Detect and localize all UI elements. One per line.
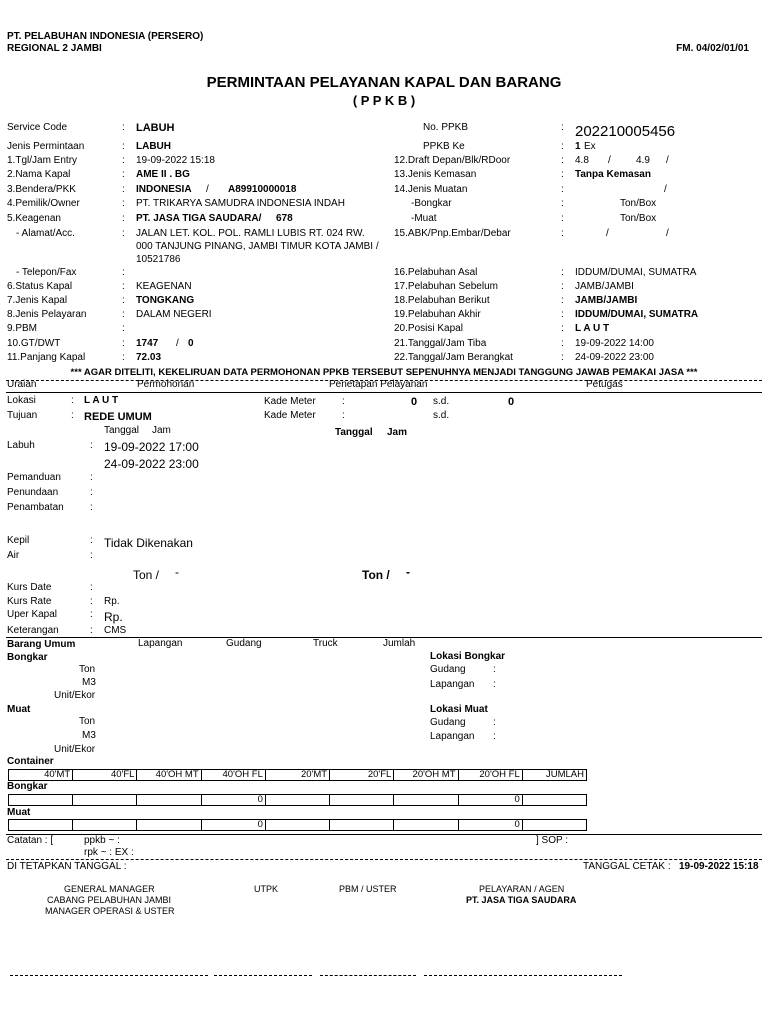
gt-value: 1747	[136, 338, 159, 349]
field-value: Tanpa Kemasan	[575, 169, 651, 180]
tanggal-label: Tanggal	[104, 425, 140, 436]
pemanduan-label: Pemanduan	[7, 472, 61, 483]
tanggal-cetak-label: TANGGAL CETAK :	[583, 861, 671, 872]
uper-kapal-value: Rp.	[104, 610, 123, 624]
col-header: Uraian	[7, 379, 37, 390]
catatan-label: Catatan : [	[7, 835, 54, 846]
field-value: JAMB/JAMBI	[575, 281, 634, 292]
kurs-date-label: Kurs Date	[7, 582, 52, 593]
ditetapkan-label: DI TETAPKAN TANGGAL :	[7, 861, 127, 872]
ppkb-number: 202210005456	[575, 123, 676, 140]
field-value: 19-09-2022 14:00	[575, 338, 654, 349]
ton-label: Ton /	[133, 568, 160, 582]
keterangan-label: Keterangan	[7, 625, 59, 636]
field-value: IDDUM/DUMAI, SUMATRA	[575, 267, 697, 278]
field-value: 1	[575, 141, 581, 152]
uper-kapal-label: Uper Kapal	[7, 609, 58, 620]
field-label: 12.Draft Depan/Blk/RDoor	[394, 155, 511, 166]
col-header: 20'OH MT	[394, 770, 458, 781]
col-header: 40'FL	[73, 770, 137, 781]
region-name: REGIONAL 2 JAMBI	[7, 43, 102, 54]
labuh-to: 24-09-2022 23:00	[104, 457, 199, 471]
field-label: 19.Pelabuhan Akhir	[394, 309, 481, 320]
col-header: 40'OH MT	[137, 770, 201, 781]
jam-label: Jam	[387, 427, 408, 438]
field-label: 22.Tanggal/Jam Berangkat	[394, 352, 513, 363]
field-label: 7.Jenis Kapal	[7, 295, 68, 306]
divider	[6, 392, 762, 393]
field-value: PT. TRIKARYA SAMUDRA INDONESIA INDAH	[136, 198, 345, 209]
col-header: Petugas	[586, 379, 623, 390]
field-label: - Alamat/Acc.	[16, 228, 75, 239]
field-value: 24-09-2022 23:00	[575, 352, 654, 363]
col-header: Gudang	[226, 638, 262, 649]
ton-value: -	[406, 565, 410, 579]
field-label: Jenis Permintaan	[7, 141, 85, 152]
container-title: Container	[7, 756, 54, 767]
kade-meter-value: 0	[508, 396, 515, 408]
col-header: Penetapan Pelayanan	[329, 379, 428, 390]
ppkb-label: ppkb ~ :	[84, 835, 120, 846]
col-header: 20'FL	[330, 770, 394, 781]
divider	[6, 859, 762, 860]
document-title: PERMINTAAN PELAYANAN KAPAL DAN BARANG	[206, 74, 562, 91]
company-name: PT. PELABUHAN INDONESIA (PERSERO)	[7, 31, 204, 42]
field-label: 4.Pemilik/Owner	[7, 198, 80, 209]
field-value: LABUH	[136, 141, 171, 152]
field-value: 4.8	[575, 155, 589, 166]
field-value: INDONESIA	[136, 184, 192, 195]
lokasi-bongkar-label: Lokasi Bongkar	[430, 651, 506, 662]
field-label: - Telepon/Fax	[16, 267, 77, 278]
signatory-line: PELAYARAN / AGEN	[479, 884, 565, 894]
jam-label: Jam	[152, 425, 171, 436]
field-value: 72.03	[136, 352, 162, 363]
field-label: 13.Jenis Kemasan	[394, 169, 477, 180]
muat-label: Muat	[7, 807, 31, 818]
lokasi-label: Lokasi	[7, 395, 36, 406]
kepil-value: Tidak Dikenakan	[104, 536, 193, 550]
kepil-label: Kepil	[7, 535, 30, 546]
field-label: 3.Bendera/PKK	[7, 184, 76, 195]
field-label: 9.PBM	[7, 323, 38, 334]
field-label: 18.Pelabuhan Berikut	[394, 295, 490, 306]
labuh-from: 19-09-2022 17:00	[104, 440, 199, 454]
signature-line	[214, 975, 312, 976]
agent-name: PT. JASA TIGA SAUDARA	[466, 895, 577, 905]
lokasi-value: L A U T	[84, 395, 119, 406]
field-label: 15.ABK/Pnp.Embar/Debar	[394, 228, 511, 239]
col-header: 20'OH FL	[458, 770, 522, 781]
bongkar-label: Bongkar	[7, 781, 48, 792]
col-header: Lapangan	[138, 638, 183, 649]
field-label: 17.Pelabuhan Sebelum	[394, 281, 498, 292]
ton-value: -	[175, 565, 179, 579]
signatory-line: MANAGER OPERASI & USTER	[45, 906, 175, 916]
table-row: 0 0	[9, 795, 587, 806]
kade-meter-label: Kade Meter	[264, 396, 316, 407]
signatory-utpk: UTPK	[254, 884, 279, 894]
signatory-pbm: PBM / USTER	[339, 884, 397, 894]
field-label: 11.Panjang Kapal	[7, 352, 86, 363]
barang-title: Barang Umum	[7, 639, 76, 650]
field-label: No. PPKB	[423, 122, 469, 133]
penundaan-label: Penundaan	[7, 487, 59, 498]
address-line: 000 TANJUNG PINANG, JAMBI TIMUR KOTA JAMBI /	[136, 241, 379, 252]
field-value: JAMB/JAMBI	[575, 295, 638, 306]
field-label: Service Code	[7, 122, 68, 133]
col-header: 20'MT	[265, 770, 329, 781]
col-header: Truck	[313, 638, 338, 649]
container-header-table	[8, 769, 587, 781]
warning-notice: *** AGAR DITELITI, KEKELIRUAN DATA PERMOHONAN PPKB TERSEBUT SEPENUHNYA MENJADI TANGGUNG JAWAB PEMAKAI JASA ***	[70, 367, 698, 378]
tujuan-value: REDE UMUM	[84, 411, 152, 423]
col-header: 40'MT	[9, 770, 73, 781]
signature-line	[424, 975, 622, 976]
field-label: -Muat	[411, 213, 437, 224]
rpk-label: rpk ~ : EX :	[84, 847, 134, 858]
field-label: 21.Tanggal/Jam Tiba	[394, 338, 487, 349]
field-label: 1.Tgl/Jam Entry	[7, 155, 78, 166]
signatory-line: CABANG PELABUHAN JAMBI	[47, 895, 172, 905]
container-bongkar-table	[8, 794, 587, 806]
pkk-value: A89910000018	[228, 184, 297, 195]
bongkar-label: Bongkar	[7, 652, 48, 663]
address-line: 10521786	[136, 254, 181, 265]
kurs-rate-label: Kurs Rate	[7, 596, 52, 607]
signature-line	[320, 975, 416, 976]
field-value: DALAM NEGERI	[136, 309, 212, 320]
field-label: 8.Jenis Pelayaran	[7, 309, 87, 320]
tujuan-label: Tujuan	[7, 410, 38, 421]
service-code-value: LABUH	[136, 122, 175, 134]
kurs-rate-value: Rp.	[104, 596, 120, 607]
field-value: IDDUM/DUMAI, SUMATRA	[575, 309, 699, 320]
field-value: TONGKANG	[136, 295, 195, 306]
kade-meter-label: Kade Meter	[264, 410, 316, 421]
labuh-label: Labuh	[7, 440, 35, 451]
field-label: 6.Status Kapal	[7, 281, 73, 292]
table-row	[9, 770, 587, 781]
col-header: JUMLAH	[522, 770, 586, 781]
air-label: Air	[7, 550, 20, 561]
muat-label: Muat	[7, 704, 31, 715]
field-label: 14.Jenis Muatan	[394, 184, 468, 195]
ton-label: Ton /	[362, 568, 390, 582]
field-value: 19-09-2022 15:18	[136, 155, 215, 166]
field-label: 20.Posisi Kapal	[394, 323, 463, 334]
col-header: 40'OH FL	[201, 770, 265, 781]
field-value: AME II . BG	[136, 169, 190, 180]
container-muat-table	[8, 819, 587, 831]
form-number: FM. 04/02/01/01	[676, 43, 749, 54]
field-value: PT. JASA TIGA SAUDARA/	[136, 213, 262, 224]
field-label: 10.GT/DWT	[7, 338, 61, 349]
penambatan-label: Penambatan	[7, 502, 64, 513]
table-row: 0 0	[9, 820, 587, 831]
col-header: Jumlah	[383, 638, 416, 649]
keterangan-value: CMS	[104, 625, 127, 636]
signatory-line: GENERAL MANAGER	[64, 884, 155, 894]
field-label: 2.Nama Kapal	[7, 169, 71, 180]
col-header: Permohonan	[137, 379, 195, 390]
signature-line	[10, 975, 208, 976]
field-label: 16.Pelabuhan Asal	[394, 267, 478, 278]
field-label: 5.Keagenan	[7, 213, 61, 224]
sop-label: ] SOP :	[536, 835, 569, 846]
tanggal-cetak-value: 19-09-2022 15:18	[679, 861, 759, 872]
lokasi-muat-label: Lokasi Muat	[430, 704, 488, 715]
field-value: L A U T	[575, 323, 610, 334]
tanggal-label: Tanggal	[335, 427, 373, 438]
address-line: JALAN LET. KOL. POL. RAMLI LUBIS RT. 024 RW.	[136, 228, 365, 239]
kade-meter-value: 0	[411, 396, 418, 408]
field-label: PPKB Ke	[423, 141, 465, 152]
field-value: KEAGENAN	[136, 281, 192, 292]
field-label: -Bongkar	[411, 198, 452, 209]
document-subtitle: ( P P K B )	[352, 93, 416, 108]
dwt-value: 0	[188, 338, 194, 349]
